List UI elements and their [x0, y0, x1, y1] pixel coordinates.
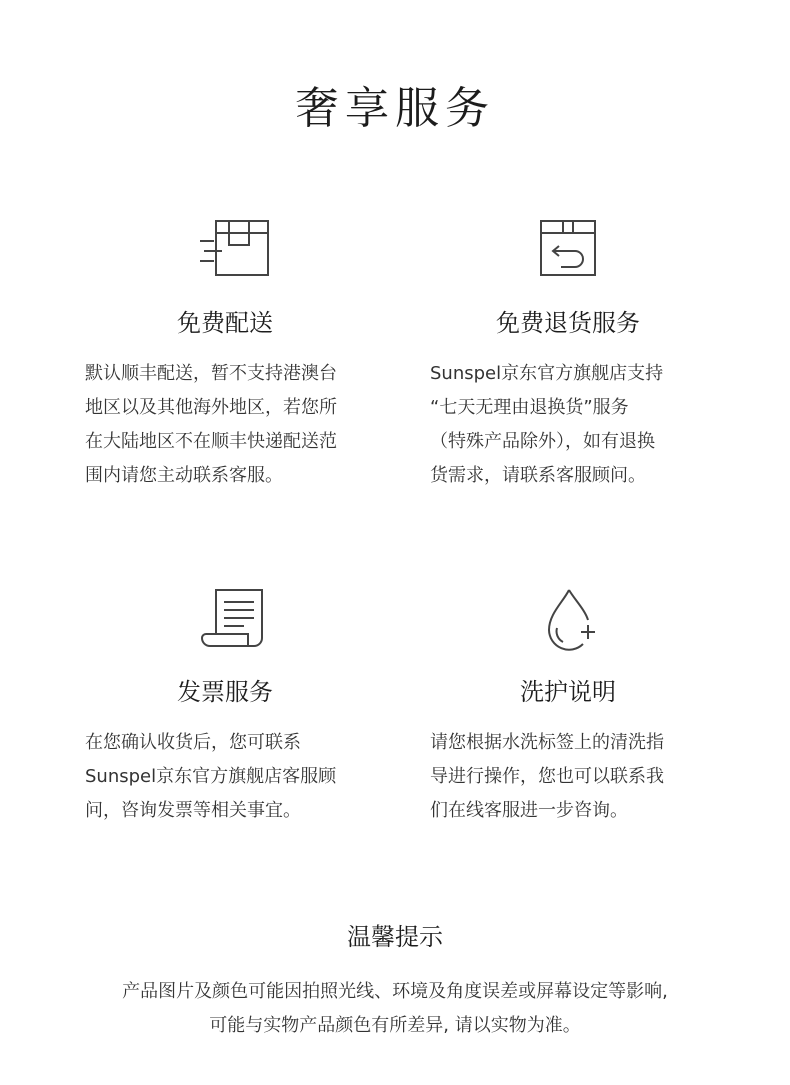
description-line: 地区以及其他海外地区，若您所	[85, 397, 337, 418]
service-description	[85, 726, 375, 828]
description-line: “七天无理由退换货”服务	[430, 397, 629, 418]
tips-title: 温馨提示	[347, 923, 443, 951]
description-line: 货需求，请联系客服顾问。	[430, 465, 646, 486]
service-description	[430, 726, 720, 828]
service-heading: 发票服务	[177, 678, 273, 706]
box-return-icon	[539, 219, 599, 279]
box-return-icon-wrap	[430, 219, 730, 289]
service-heading: 免费配送	[177, 309, 273, 337]
description-line: Sunspel京东官方旗舰店客服顾	[85, 766, 337, 787]
invoice-scroll-icon-wrap	[85, 588, 385, 658]
service-description	[85, 357, 375, 493]
description-line: 请您根据水洗标签上的清洗指	[430, 732, 664, 753]
service-heading: 洗护说明	[520, 678, 616, 706]
description-line: 问，咨询发票等相关事宜。	[85, 800, 301, 821]
tips-line: 产品图片及颜色可能因拍照光线、环境及角度误差或屏幕设定等影响,	[122, 981, 668, 1002]
service-description	[430, 357, 720, 493]
service-heading: 免费退货服务	[496, 309, 640, 337]
description-line: 在大陆地区不在顺丰快递配送范	[85, 431, 337, 452]
tips-body	[0, 975, 790, 1043]
page-title: 奢享服务	[295, 83, 495, 134]
description-line: 导进行操作，您也可以联系我	[430, 766, 664, 787]
description-line: 们在线客服进一步咨询。	[430, 800, 628, 821]
description-line: Sunspel京东官方旗舰店支持	[430, 363, 664, 384]
water-drop-plus-icon-wrap	[430, 588, 730, 658]
description-line: 在您确认收货后，您可联系	[85, 732, 301, 753]
water-drop-plus-icon	[539, 588, 599, 652]
box-delivery-icon-wrap	[85, 219, 385, 289]
description-line: 默认顺丰配送，暂不支持港澳台	[85, 363, 337, 384]
description-line: （特殊产品除外），如有退换	[430, 431, 655, 452]
tips-line: 可能与实物产品颜色有所差异, 请以实物为准。	[209, 1015, 581, 1036]
invoice-scroll-icon	[200, 588, 266, 650]
box-delivery-icon	[200, 219, 272, 279]
description-line: 围内请您主动联系客服。	[85, 465, 283, 486]
